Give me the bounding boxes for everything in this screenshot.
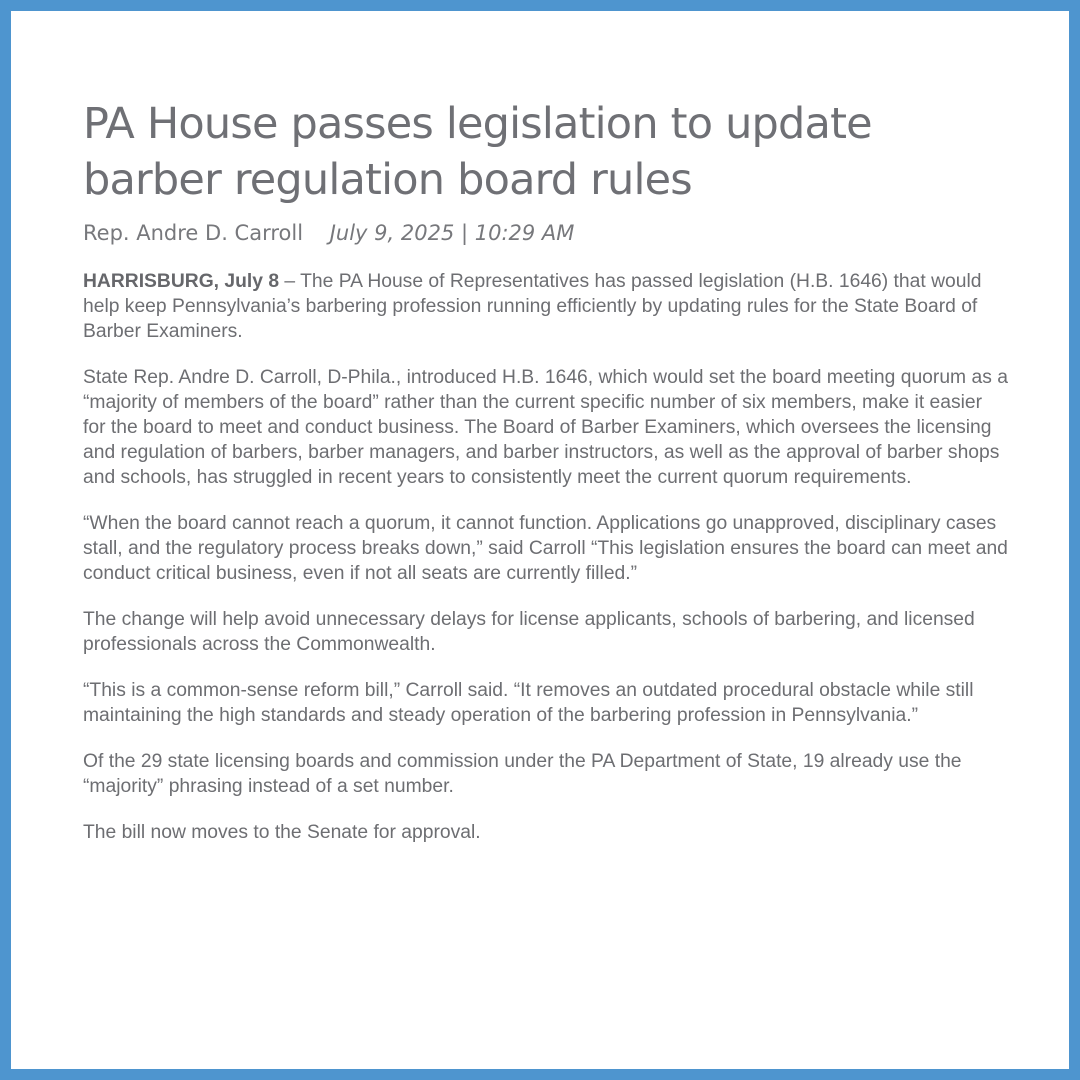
byline — [83, 219, 574, 247]
paragraph-5: “This is a common-sense reform bill,” Carroll said. “It removes an outdated procedural obstacle while still maintaining the high standards and steady operation of the barbering profession in Pennsylvania.” — [83, 680, 974, 726]
author-name: Rep. Andre D. Carroll — [83, 221, 304, 245]
paragraph-4: The change will help avoid unnecessary delays for license applicants, schools of barbering, and licensed professionals across the Commonwealth. — [83, 609, 975, 655]
article-headline: PA House passes legislation to update barber regulation board rules — [83, 99, 872, 205]
dateline: HARRISBURG, July 8 — [83, 271, 280, 292]
paragraph-1-text: – The PA House of Representatives has passed legislation (H.B. 1646) that would help keep Pennsylvania’s barbering profession running efficiently by updating rules for the State Board of Barber Examiners. — [83, 271, 982, 342]
paragraph-7: The bill now moves to the Senate for approval. — [83, 822, 481, 843]
paragraph-3: “When the board cannot reach a quorum, it cannot function. Applications go unapproved, disciplinary cases stall, and the regulatory process breaks down,” said Carroll “This legislation ensures the board can meet and conduct critical business, even if not all seats are currently filled.” — [83, 513, 1008, 584]
publish-date: July 9, 2025 | 10:29 AM — [329, 221, 575, 245]
article-body — [83, 269, 1008, 866]
paragraph-1 — [83, 269, 1008, 344]
paragraph-2: State Rep. Andre D. Carroll, D-Phila., introduced H.B. 1646, which would set the board meeting quorum as a “majority of members of the board” rather than the current specific number of six members, make it easier for the board to meet and conduct business. The Board of Barber Examiners, which oversees the licensing and regulation of barbers, barber managers, and barber instructors, as well as the approval of barber shops and schools, has struggled in recent years to consistently meet the current quorum requirements. — [83, 367, 1008, 488]
paragraph-6: Of the 29 state licensing boards and commission under the PA Department of State, 19 already use the “majority” phrasing instead of a set number. — [83, 751, 962, 797]
